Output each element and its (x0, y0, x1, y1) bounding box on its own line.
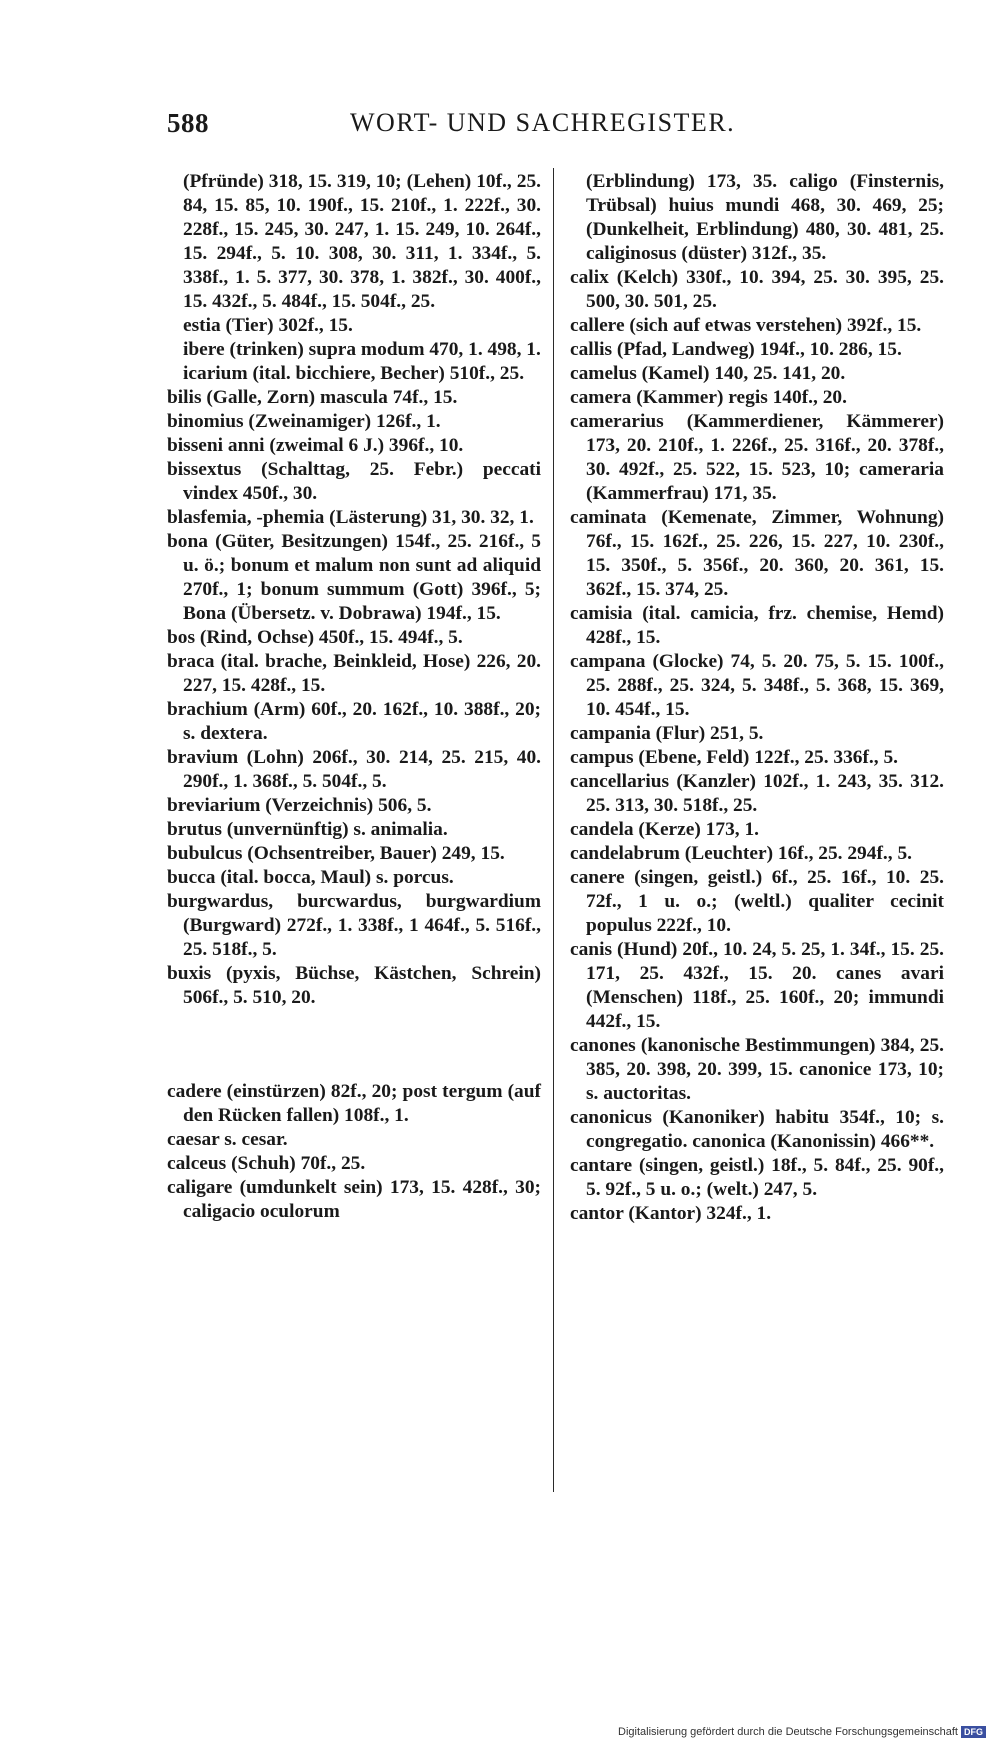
index-entry: candelabrum (Leuchter) 16f., 25. 294f., 5. (570, 843, 912, 864)
index-entry: binomius (Zweinamiger) 126f., 1. (167, 411, 441, 432)
index-entry: estia (Tier) 302f., 15. (183, 315, 353, 336)
index-entry: breviarium (Verzeichnis) 506, 5. (167, 795, 432, 816)
index-entry: callis (Pfad, Landweg) 194f., 10. 286, 15. (570, 339, 902, 360)
index-entry: cantare (singen, geistl.) 18f., 5. 84f., 25. 90f., 5. 92f., 5 u. o.; (welt.) 247, 5. (570, 1155, 944, 1200)
index-entry: bissextus (Schalttag, 25. Febr.) peccati vindex 450f., 30. (167, 459, 541, 504)
index-entry: caminata (Kemenate, Zimmer, Wohnung) 76f., 15. 162f., 25. 226, 15. 227, 10. 230f., 15. 350f., 5. 356f., 20. 360, 20. 361, 15. 362f., 15. 374, 25. (570, 507, 944, 600)
footer-credit (618, 1726, 986, 1738)
index-entry: cantor (Kantor) 324f., 1. (570, 1203, 772, 1224)
index-entry: camisia (ital. camicia, frz. chemise, Hemd) 428f., 15. (570, 603, 944, 648)
index-entry: caligare (umdunkelt sein) 173, 15. 428f., 30; caligacio oculorum (167, 1177, 541, 1222)
index-entry: canonicus (Kanoniker) habitu 354f., 10; s. congregatio. canonica (Kanonissin) 466**. (570, 1107, 944, 1152)
index-entry: bravium (Lohn) 206f., 30. 214, 25. 215, 40. 290f., 1. 368f., 5. 504f., 5. (167, 747, 541, 792)
index-entry: cancellarius (Kanzler) 102f., 1. 243, 35. 312. 25. 313, 30. 518f., 25. (570, 771, 944, 816)
index-column-right (570, 170, 944, 1226)
index-entry: callere (sich auf etwas verstehen) 392f., 15. (570, 315, 922, 336)
index-entry: brachium (Arm) 60f., 20. 162f., 10. 388f., 20; s. dextera. (167, 699, 541, 744)
index-entry: canis (Hund) 20f., 10. 24, 5. 25, 1. 34f., 15. 25. 171, 25. 432f., 15. 20. canes avari (Menschen) 118f., 25. 160f., 20; immundi 442f., 15. (570, 939, 944, 1032)
index-entry: bos (Rind, Ochse) 450f., 15. 494f., 5. (167, 627, 463, 648)
index-entry: camerarius (Kammerdiener, Kämmerer) 173, 20. 210f., 1. 226f., 25. 316f., 20. 378f., 30. 492f., 25. 522, 15. 523, 10; cameraria (Kammerfrau) 171, 35. (570, 411, 944, 504)
column-rule (553, 168, 554, 1492)
index-entry: (Pfründe) 318, 15. 319, 10; (Lehen) 10f., 25. 84, 15. 85, 10. 190f., 15. 210f., 1. 222f., 30. 228f., 15. 245, 30. 247, 1. 15. 249, 10. 264f., 15. 294f., 5. 10. 308, 30. 311, 1. 334f., 5. 338f., 1. 5. 377, 30. 378, 1. 382f., 30. 400f., 15. 432f., 5. 484f., 15. 504f., 25. (183, 171, 541, 312)
letter-section-gap (167, 1010, 541, 1080)
index-entry: bisseni anni (zweimal 6 J.) 396f., 10. (167, 435, 464, 456)
index-entry: canones (kanonische Bestimmungen) 384, 25. 385, 20. 398, 20. 399, 15. canonice 173, 10; s. auctoritas. (570, 1035, 944, 1104)
index-entry: braca (ital. brache, Beinkleid, Hose) 226, 20. 227, 15. 428f., 15. (167, 651, 541, 696)
page-number: 588 (167, 108, 209, 138)
index-entry: ibere (trinken) supra modum 470, 1. 498, 1. (183, 339, 541, 360)
dfg-logo: DFG (961, 1726, 986, 1738)
index-entry: camelus (Kamel) 140, 25. 141, 20. (570, 363, 846, 384)
index-entry: caesar s. cesar. (167, 1129, 288, 1150)
index-entry: buxis (pyxis, Büchse, Kästchen, Schrein) 506f., 5. 510, 20. (167, 963, 541, 1008)
index-entry: canere (singen, geistl.) 6f., 25. 16f., 10. 25. 72f., 1 u. o.; (weltl.) qualiter cecinit populus 222f., 10. (570, 867, 944, 936)
index-entry: brutus (unvernünftig) s. animalia. (167, 819, 448, 840)
index-entry: cadere (einstürzen) 82f., 20; post tergum (auf den Rücken fallen) 108f., 1. (167, 1081, 541, 1126)
index-entry: campus (Ebene, Feld) 122f., 25. 336f., 5. (570, 747, 899, 768)
index-entry: campania (Flur) 251, 5. (570, 723, 764, 744)
index-entry: calceus (Schuh) 70f., 25. (167, 1153, 366, 1174)
index-entry: candela (Kerze) 173, 1. (570, 819, 760, 840)
index-entry: blasfemia, -phemia (Lästerung) 31, 30. 32, 1. (167, 507, 534, 528)
index-entry: camera (Kammer) regis 140f., 20. (570, 387, 847, 408)
running-head: WORT- UND SACHREGISTER. (350, 108, 736, 137)
index-entry: (Erblindung) 173, 35. caligo (Finsternis, Trübsal) huius mundi 468, 30. 469, 25; (Dunkelheit, Erblindung) 480, 30. 481, 25. caliginosus (düster) 312f., 35. (586, 171, 944, 264)
index-entry: burgwardus, burcwardus, burgwardium (Burgward) 272f., 1. 338f., 1 464f., 5. 516f., 25. 518f., 5. (167, 891, 541, 960)
index-entry: icarium (ital. bicchiere, Becher) 510f., 25. (183, 363, 525, 384)
index-entry: campana (Glocke) 74, 5. 20. 75, 5. 15. 100f., 25. 288f., 25. 324, 5. 348f., 5. 368, 15. 369, 10. 454f., 15. (570, 651, 944, 720)
index-entry: calix (Kelch) 330f., 10. 394, 25. 30. 395, 25. 500, 30. 501, 25. (570, 267, 944, 312)
index-entry: bucca (ital. bocca, Maul) s. porcus. (167, 867, 454, 888)
index-entry: bona (Güter, Besitzungen) 154f., 25. 216f., 5 u. ö.; bonum et malum non sunt ad aliquid 270f., 1; bonum summum (Gott) 396f., 5; Bona (Übersetz. v. Dobrawa) 194f., 15. (167, 531, 541, 624)
index-entry: bilis (Galle, Zorn) mascula 74f., 15. (167, 387, 458, 408)
index-column-left (167, 170, 541, 1224)
index-entry: bubulcus (Ochsentreiber, Bauer) 249, 15. (167, 843, 505, 864)
footer-text: Digitalisierung gefördert durch die Deutsche Forschungsgemeinschaft (618, 1726, 958, 1738)
